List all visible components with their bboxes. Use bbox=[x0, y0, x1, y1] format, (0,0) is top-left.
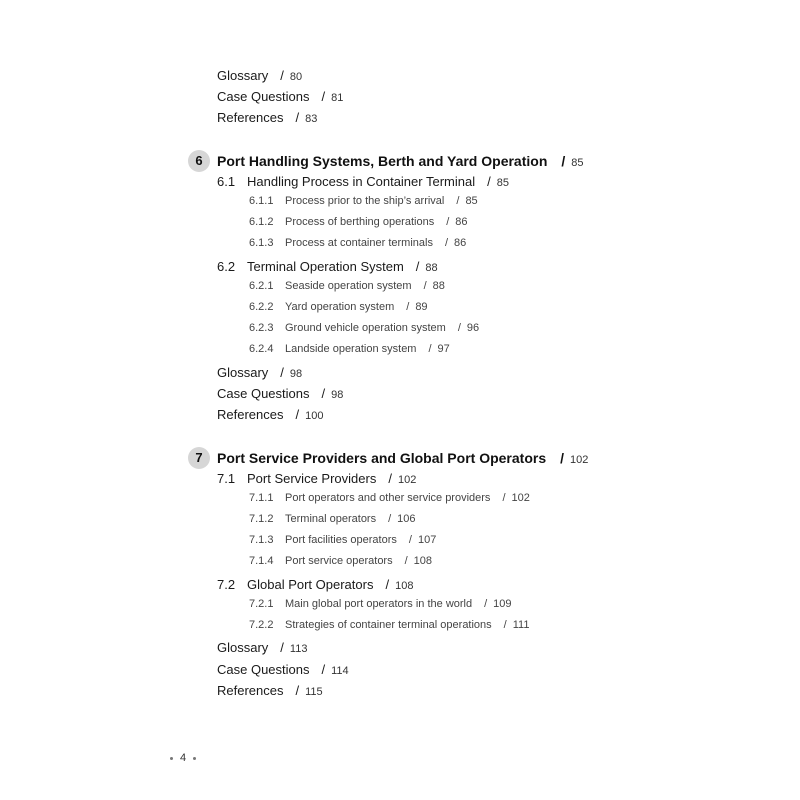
toc-entry-glossary[interactable]: Glossary / 113 bbox=[217, 640, 308, 655]
chapter-page: 85 bbox=[571, 157, 584, 169]
section-title: Handling Process in Container Terminal bbox=[247, 174, 476, 189]
toc-section-6-2[interactable]: 6.2 Terminal Operation System / 88 bbox=[217, 259, 438, 274]
toc-section-7-1[interactable]: 7.1 Port Service Providers / 102 bbox=[217, 471, 417, 486]
toc-entry-case-questions[interactable]: Case Questions / 98 bbox=[217, 386, 344, 401]
toc-entry-glossary[interactable]: Glossary / 98 bbox=[217, 365, 303, 380]
toc-section-7-2[interactable]: 7.2 Global Port Operators / 108 bbox=[217, 577, 414, 592]
toc-entry-references[interactable]: References / 100 bbox=[217, 407, 324, 422]
toc-section-6-1[interactable]: 6.1 Handling Process in Container Terminal / 85 bbox=[217, 174, 509, 189]
toc-subsection-6-2-4[interactable]: 6.2.4 Landside operation system / 97 bbox=[249, 343, 450, 355]
section-title: Terminal Operation System bbox=[247, 259, 404, 274]
page-number: 4 bbox=[180, 752, 187, 764]
section-number: 6.1 bbox=[217, 174, 236, 189]
entry-label: References bbox=[217, 110, 284, 125]
toc-subsection-7-2-1[interactable]: 7.2.1 Main global port operators in the world / 109 bbox=[249, 598, 512, 610]
entry-page: 80 bbox=[289, 71, 303, 83]
toc-subsection-7-1-2[interactable]: 7.1.2 Terminal operators / 106 bbox=[249, 513, 416, 525]
bullet-dot-icon bbox=[170, 757, 173, 760]
chapter-title-6[interactable]: Port Handling Systems, Berth and Yard Operation / 85 bbox=[217, 153, 584, 169]
entry-label: Glossary bbox=[217, 68, 269, 83]
entry-page: 83 bbox=[305, 113, 318, 125]
toc-entry-case-questions[interactable]: Case Questions / 81 bbox=[217, 89, 344, 104]
bullet-dot-icon bbox=[193, 757, 196, 760]
chapter-title-7[interactable]: Port Service Providers and Global Port Operators / 102 bbox=[217, 450, 589, 466]
toc-subsection-6-1-1[interactable]: 6.1.1 Process prior to the ship’s arrival / 85 bbox=[249, 195, 478, 207]
section-page: 85 bbox=[496, 177, 509, 189]
toc-subsection-7-1-4[interactable]: 7.1.4 Port service operators / 108 bbox=[249, 555, 433, 567]
entry-label: Case Questions bbox=[217, 89, 310, 104]
toc-subsection-7-2-2[interactable]: 7.2.2 Strategies of container terminal operations / 111 bbox=[249, 619, 530, 631]
toc-entry-references[interactable]: References / 83 bbox=[217, 110, 318, 125]
toc-subsection-7-1-1[interactable]: 7.1.1 Port operators and other service providers / 102 bbox=[249, 492, 530, 504]
toc-entry-case-questions[interactable]: Case Questions / 114 bbox=[217, 662, 349, 677]
toc-subsection-6-1-2[interactable]: 6.1.2 Process of berthing operations / 86 bbox=[249, 216, 468, 228]
section-page: 88 bbox=[425, 262, 438, 274]
toc-subsection-7-1-3[interactable]: 7.1.3 Port facilities operators / 107 bbox=[249, 534, 437, 546]
chapter-number-badge: 7 bbox=[188, 447, 210, 469]
chapter-page: 102 bbox=[570, 454, 589, 466]
chapter-number-badge: 6 bbox=[188, 150, 210, 172]
toc-subsection-6-2-2[interactable]: 6.2.2 Yard operation system / 89 bbox=[249, 301, 428, 313]
entry-page: 81 bbox=[331, 92, 344, 104]
toc-entry-glossary[interactable]: Glossary / 80 bbox=[217, 68, 303, 83]
toc-subsection-6-1-3[interactable]: 6.1.3 Process at container terminals / 86 bbox=[249, 237, 467, 249]
page-number-footer bbox=[163, 752, 203, 764]
toc-subsection-6-2-3[interactable]: 6.2.3 Ground vehicle operation system / 96 bbox=[249, 322, 480, 334]
toc-entry-references[interactable]: References / 115 bbox=[217, 683, 323, 698]
toc-subsection-6-2-1[interactable]: 6.2.1 Seaside operation system / 88 bbox=[249, 280, 445, 292]
section-number: 6.2 bbox=[217, 259, 236, 274]
